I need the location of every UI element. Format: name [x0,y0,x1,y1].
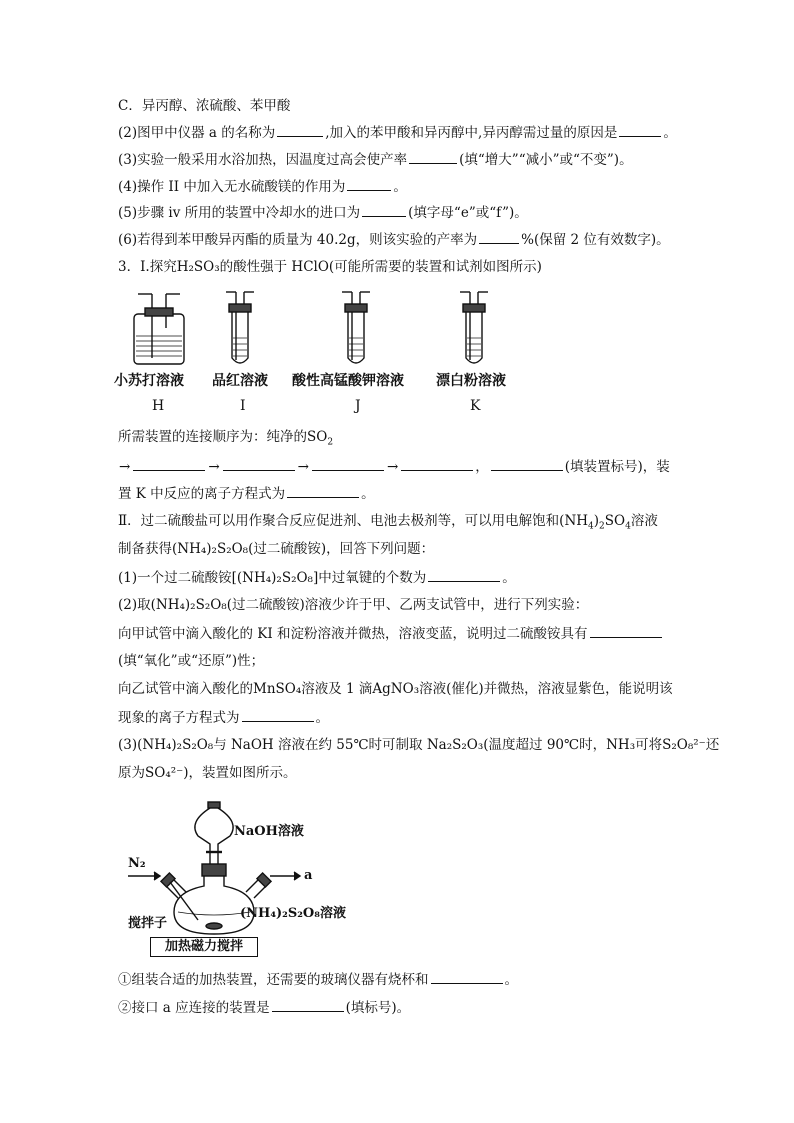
dropping-funnel [195,808,233,864]
stirrer-label: 搅拌子 [128,916,168,931]
connection-order-intro: 所需装置的连接顺序为：纯净的$SO_2$ [118,429,334,448]
label-h: H [152,398,165,414]
answer-blank[interactable] [287,484,359,498]
apparatus-drawing [112,288,532,368]
label-k: K [470,398,481,414]
answer-blank[interactable] [362,203,406,217]
option-c: C．异丙醇、浓硫酸、苯甲酸 [118,98,291,114]
outlet-a-label: a [304,868,313,883]
answer-blank[interactable] [590,624,662,638]
question-4: (4)操作 II 中加入无水硫酸镁的作用为 。 [118,179,407,195]
caption-j: 酸性高锰酸钾溶液 [292,373,404,389]
part-2-intro-cont: 制备获得(NH₄)₂S₂O₈(过二硫酸铵)，回答下列问题： [118,541,435,557]
answer-blank[interactable] [223,457,295,471]
question-3-part-1: 3．Ⅰ.探究H₂SO₃的酸性强于 HClO(可能所需要的装置和试剂如图所示) [118,259,542,275]
gas-washing-bottle-h [134,294,184,364]
solution-label: (NH₄)₂S₂O₈溶液 [240,906,346,921]
question-ii-3-2: ②接口 a 应连接的装置是 (填标号)。 [118,1000,411,1016]
tube-b-experiment: 向乙试管中滴入酸化的MnSO₄溶液及 1 滴AgNO₃溶液(催化)并微热，溶液显紫色，能说明该 [118,681,673,697]
answer-blank[interactable] [133,457,205,471]
test-tube-i [226,292,254,363]
tube-a-experiment: 向甲试管中滴入酸化的 KI 和淀粉溶液并微热，溶液变蓝，说明过二硫酸铵具有 [118,624,664,643]
n2-label: N₂ [128,856,146,871]
part-2-intro: Ⅱ．过二硫酸盐可以用作聚合反应促进剂、电池去极剂等，可以用电解饱和$(NH_4)_2SO_4$溶液 [118,513,658,532]
answer-blank[interactable] [431,970,503,984]
answer-blank[interactable] [479,230,519,244]
tube-a-experiment-cont: (填“氧化”或“还原”)性； [118,653,265,669]
answer-blank[interactable] [619,123,661,137]
label-j: J [355,398,361,414]
question-ii-3: (3)(NH₄)₂S₂O₈与 NaOH 溶液在约 55℃时可制取 Na₂S₂O₃(温度超过 90℃时，NH₃可将S₂O₈²⁻还 [118,737,720,753]
answer-blank[interactable] [272,998,344,1012]
question-5: (5)步骤 iv 所用的装置中冷却水的进口为 (填字母“e”或“f”)。 [118,205,528,221]
caption-k: 漂白粉溶液 [436,373,506,389]
question-ii-1: (1)一个过二硫酸铵[(NH₄)₂S₂O₈]中过氧键的个数为 。 [118,570,516,586]
answer-blank[interactable] [312,457,384,471]
label-i: I [240,398,246,414]
ion-equation-k: 置 K 中反应的离子方程式为 。 [118,486,375,502]
naoh-label: NaOH溶液 [234,824,304,839]
question-ii-2: (2)取(NH₄)₂S₂O₈(过二硫酸铵)溶液少许于甲、乙两支试管中，进行下列实验： [118,597,589,613]
answer-blank[interactable] [277,123,323,137]
connection-order-blanks: → → → → ， (填装置标号)，装 [119,459,670,475]
tube-b-equation: 现象的离子方程式为 。 [118,710,329,726]
reaction-apparatus-figure [118,800,358,960]
question-2: (2)图甲中仪器 a 的名称为 ,加入的苯甲酸和异丙醇中,异丙醇需过量的原因是 。 [118,125,677,141]
answer-blank[interactable] [242,708,314,722]
test-tube-j [342,292,370,363]
apparatus-figure [112,288,532,418]
question-6: (6)若得到苯甲酸异丙酯的质量为 40.2g，则该实验的产率为 %(保留 2 位有效数字)。 [118,232,670,248]
caption-i: 品红溶液 [212,373,268,389]
answer-blank[interactable] [347,177,391,191]
answer-blank[interactable] [428,568,500,582]
caption-h: 小苏打溶液 [114,373,184,389]
question-ii-3-1: ①组装合适的加热装置，还需要的玻璃仪器有烧杯和 。 [118,972,518,988]
question-3: (3)实验一般采用水浴加热，因温度过高会使产率 (填“增大”“减小”或“不变”)。 [118,152,633,168]
answer-blank[interactable] [409,150,457,164]
question-ii-3-cont: 原为SO₄²⁻)，装置如图所示。 [118,765,297,781]
test-tube-k [460,292,488,363]
heater-label: 加热磁力搅拌 [150,937,258,957]
answer-blank[interactable] [401,457,473,471]
answer-blank[interactable] [491,457,563,471]
